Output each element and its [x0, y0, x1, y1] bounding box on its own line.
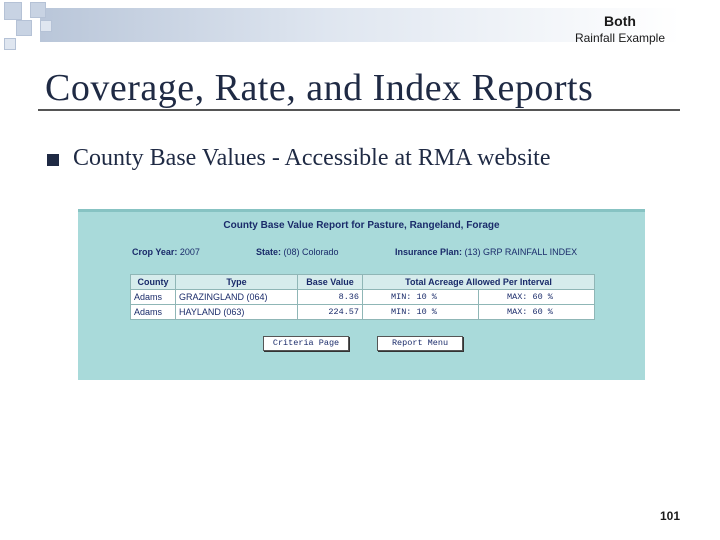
insurance-plan: [395, 247, 577, 257]
report-menu-button[interactable]: Report Menu: [377, 336, 463, 351]
criteria-page-button[interactable]: Criteria Page: [263, 336, 349, 351]
plan-label: Insurance Plan:: [395, 247, 463, 257]
crop-year: [132, 247, 200, 257]
type-cell: GRAZINGLAND (064): [176, 290, 298, 305]
state: [256, 247, 339, 257]
column-header: County: [131, 275, 176, 290]
type-cell: HAYLAND (063): [176, 305, 298, 320]
page-number: 101: [659, 509, 680, 523]
state-label: State:: [256, 247, 282, 257]
slide-tag: Both: [604, 13, 636, 29]
bullet-text: County Base Values - Accessible at RMA website: [73, 145, 551, 171]
decor-square: [30, 2, 46, 18]
table-row: [131, 305, 595, 320]
report-title: County Base Value Report for Pasture, Rangeland, Forage: [223, 220, 500, 231]
min-cell: MIN: 10 %: [363, 305, 479, 320]
state-value: (08) Colorado: [283, 247, 339, 257]
plan-value: (13) GRP RAINFALL INDEX: [464, 247, 578, 257]
max-cell: MAX: 60 %: [479, 290, 595, 305]
table-header-row: [131, 275, 595, 290]
base-value-cell: 224.57: [298, 305, 363, 320]
base-value-table: [130, 274, 595, 320]
report-top-border: [78, 209, 645, 212]
county-cell: Adams: [131, 305, 176, 320]
column-header: Total Acreage Allowed Per Interval: [363, 275, 595, 290]
decor-square: [4, 2, 22, 20]
max-cell: MAX: 60 %: [479, 305, 595, 320]
decor-square: [4, 38, 16, 50]
slide-subtag: Rainfall Example: [574, 31, 666, 45]
slide-title: Coverage, Rate, and Index Reports: [45, 67, 594, 109]
min-cell: MIN: 10 %: [363, 290, 479, 305]
title-underline: [38, 109, 680, 111]
bullet-square-icon: [47, 154, 59, 166]
crop-year-value: 2007: [179, 247, 200, 257]
crop-year-label: Crop Year:: [132, 247, 178, 257]
column-header: Base Value: [298, 275, 363, 290]
decor-square: [16, 20, 32, 36]
report-screenshot: [78, 209, 645, 380]
table-row: [131, 290, 595, 305]
column-header: Type: [176, 275, 298, 290]
base-value-cell: 8.36: [298, 290, 363, 305]
decor-square: [40, 20, 52, 32]
county-cell: Adams: [131, 290, 176, 305]
